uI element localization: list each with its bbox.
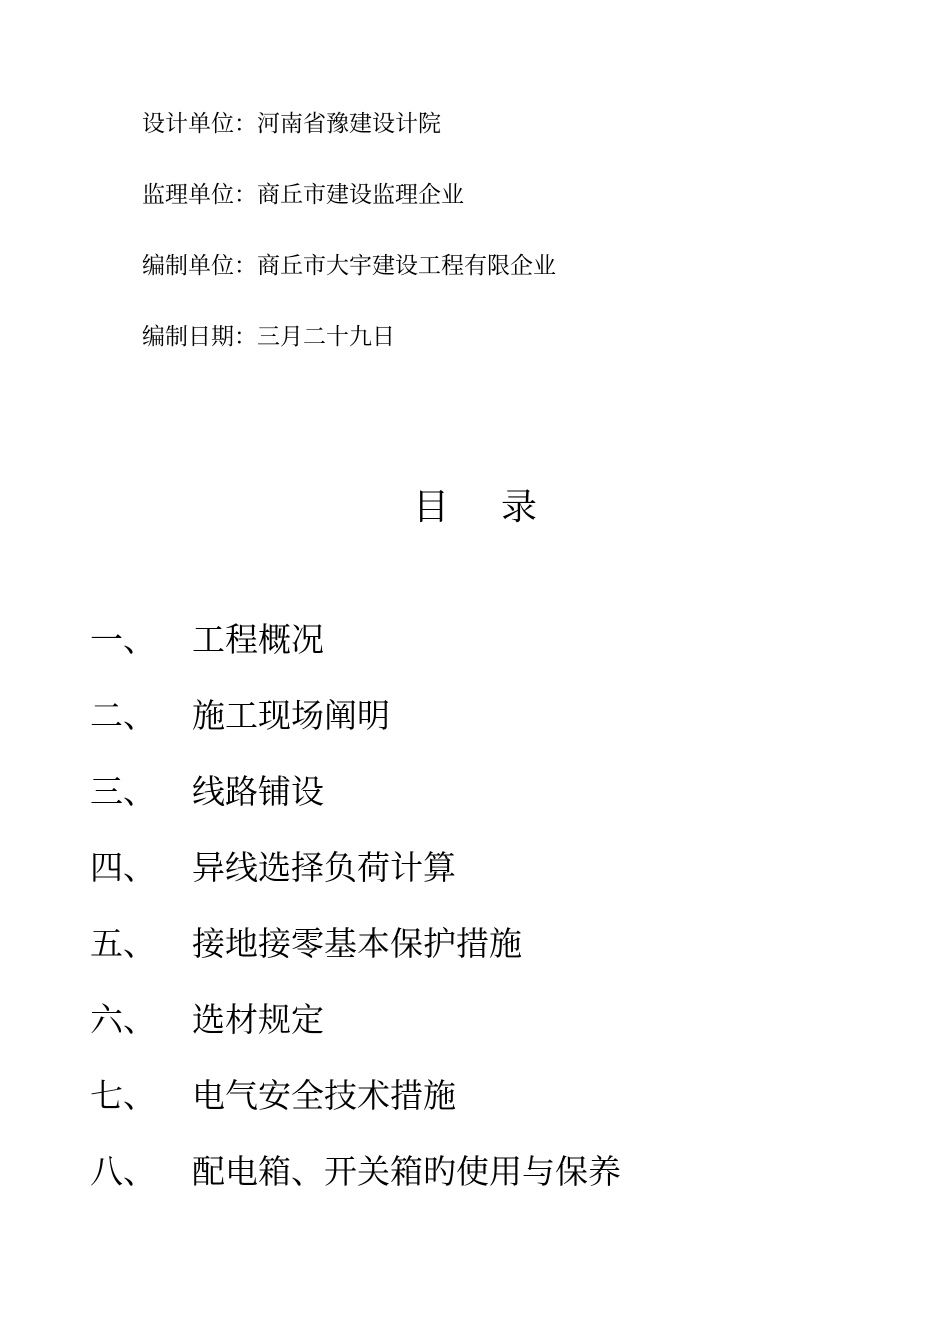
supervision-unit-label: 监理单位： bbox=[142, 182, 257, 208]
toc-item bbox=[90, 844, 621, 920]
toc-item bbox=[90, 996, 621, 1072]
design-unit-line bbox=[142, 106, 556, 142]
toc-item-text: 线路铺设 bbox=[192, 772, 324, 811]
toc-item-text: 接地接零基本保护措施 bbox=[192, 924, 522, 963]
toc-item bbox=[90, 768, 621, 844]
toc-item-text: 施工现场阐明 bbox=[192, 696, 390, 735]
supervision-unit-value: 商丘市建设监理企业 bbox=[257, 182, 464, 208]
toc-title-right: 录 bbox=[501, 487, 538, 528]
toc-item-text: 配电箱、开关箱旳使用与保养 bbox=[192, 1152, 621, 1191]
toc-item-number: 一、 bbox=[90, 620, 156, 659]
project-info-block bbox=[142, 106, 556, 390]
compiling-unit-line bbox=[142, 248, 556, 284]
compiling-date-line bbox=[142, 319, 556, 355]
toc-item-text: 工程概况 bbox=[192, 620, 324, 659]
toc-title-left: 目 bbox=[412, 487, 449, 528]
toc-item bbox=[90, 692, 621, 768]
compiling-unit-label: 编制单位： bbox=[142, 253, 257, 279]
toc-item-number: 四、 bbox=[90, 848, 156, 887]
toc-item-text: 选材规定 bbox=[192, 1000, 324, 1039]
toc-item bbox=[90, 1072, 621, 1148]
toc-item-number: 六、 bbox=[90, 1000, 156, 1039]
supervision-unit-line bbox=[142, 177, 556, 213]
toc-item-number: 三、 bbox=[90, 772, 156, 811]
toc-item bbox=[90, 616, 621, 692]
design-unit-value: 河南省豫建设计院 bbox=[257, 111, 441, 137]
toc-item-number: 五、 bbox=[90, 924, 156, 963]
compiling-unit-value: 商丘市大宇建设工程有限企业 bbox=[257, 253, 556, 279]
toc-item-number: 七、 bbox=[90, 1076, 156, 1115]
toc-item bbox=[90, 920, 621, 996]
toc-item-number: 二、 bbox=[90, 696, 156, 735]
toc-title bbox=[0, 484, 950, 532]
toc-list bbox=[90, 616, 621, 1224]
toc-item bbox=[90, 1148, 621, 1224]
toc-item-text: 电气安全技术措施 bbox=[192, 1076, 456, 1115]
compiling-date-value: 三月二十九日 bbox=[257, 324, 395, 350]
toc-item-text: 异线选择负荷计算 bbox=[192, 848, 456, 887]
design-unit-label: 设计单位： bbox=[142, 111, 257, 137]
compiling-date-label: 编制日期： bbox=[142, 324, 257, 350]
toc-item-number: 八、 bbox=[90, 1152, 156, 1191]
